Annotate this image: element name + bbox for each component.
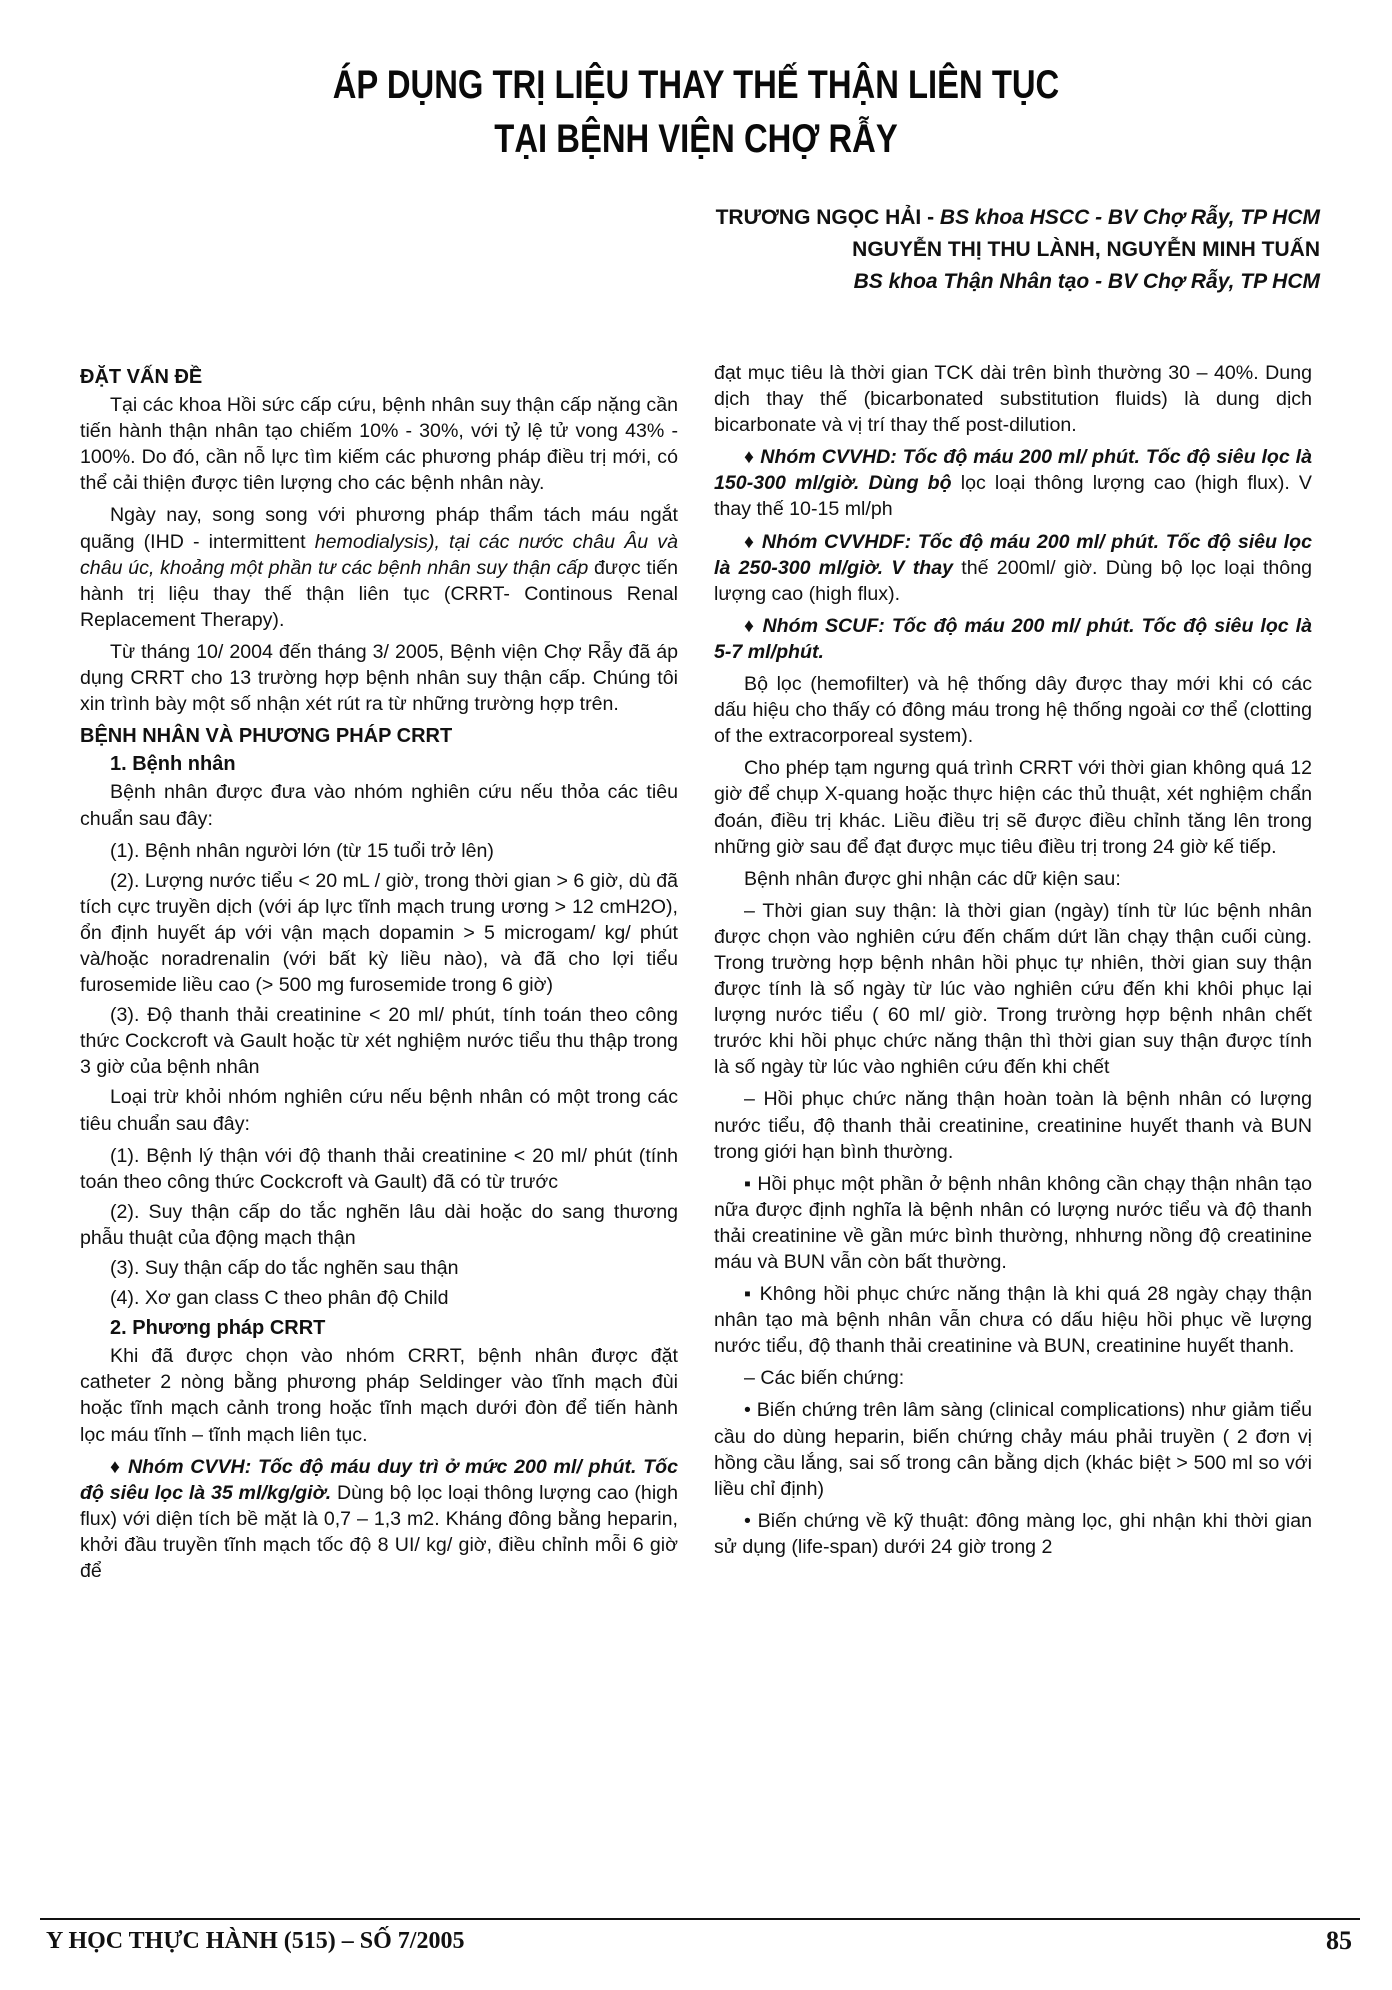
- subsection-heading-patients: 1. Bệnh nhân: [110, 753, 236, 776]
- paragraph: [80, 502, 678, 632]
- dash-item: – Thời gian suy thận: là thời gian (ngày) tính từ lúc bệnh nhân được chọn vào nghiên cứu đến chấm dứt lần chạy thận cuối cùng. Trong trường hợp bệnh nhân hồi phục tự nhiên, thời gian suy thận được tính là số ngày từ lúc vào nghiên cứu đến khi khôi phục lại lượng nước tiểu ( 60 ml/ giờ. Trong trường hợp bệnh nhân chết trước khi hồi phục chức năng thận thì thời gian suy thận được tính là số ngày từ lúc vào nghiên cứu đến khi chết: [714, 899, 1312, 1079]
- bullet-item: ▪ Không hồi phục chức năng thận là khi quá 28 ngày chạy thận nhân tạo mà bệnh nhân vẫn chưa có dấu hiệu hồi phục về lượng nước tiểu, độ thanh thải creatinine và BUN, creatinine huyết thanh.: [714, 1283, 1312, 1358]
- left-column: [80, 360, 678, 1890]
- paragraph: Bệnh nhân được đưa vào nhóm nghiên cứu nếu thỏa các tiêu chuẩn sau đây:: [80, 781, 678, 830]
- exclusion-item: (4). Xơ gan class C theo phân độ Child: [110, 1287, 449, 1310]
- paragraph: Từ tháng 10/ 2004 đến tháng 3/ 2005, Bệnh viện Chợ Rẫy đã áp dụng CRRT cho 13 trường hợp bệnh nhân suy thận cấp. Chúng tôi xin trình bày một số nhận xét rút ra từ những trường hợp trên.: [80, 640, 678, 716]
- inclusion-item: (1). Bệnh nhân người lớn (từ 15 tuổi trở lên): [110, 839, 494, 862]
- paragraph: Loại trừ khỏi nhóm nghiên cứu nếu bệnh nhân có một trong các tiêu chuẩn sau đây:: [80, 1086, 678, 1135]
- author-line-1: [420, 202, 1320, 234]
- paragraph: Khi đã được chọn vào nhóm CRRT, bệnh nhân được đặt catheter 2 nòng bằng phương pháp Seldinger vào tĩnh mạch đùi hoặc tĩnh mạch cảnh trong hoặc tĩnh mạch dưới đòn để tiến hành lọc máu tĩnh – tĩnh mạch liên tục.: [80, 1345, 678, 1446]
- section-heading-methods: BỆNH NHÂN VÀ PHƯƠNG PHÁP CRRT: [80, 725, 453, 748]
- bullet-item: • Biến chứng về kỹ thuật: đông màng lọc, ghi nhận khi thời gian sử dụng (life-span) dưới 24 giờ trong 2: [714, 1509, 1312, 1558]
- subsection-heading-crrt: 2. Phương pháp CRRT: [110, 1317, 326, 1340]
- bold-italic-span: ♦ Nhóm CVVH: Tốc độ máu duy trì ở mức 200 ml/ phút. Tốc độ siêu lọc là 35 ml/kg/giờ.: [80, 1455, 678, 1504]
- title-line-2: TẠI BỆNH VIỆN CHỢ RẪY: [494, 117, 898, 161]
- footer-rule: [40, 1918, 1360, 1920]
- paragraph: Bệnh nhân được ghi nhận các dữ kiện sau:: [744, 867, 1121, 890]
- author-name-1: TRƯƠNG NGỌC HẢI -: [715, 206, 940, 229]
- title-line-1: ÁP DỤNG TRỊ LIỆU THAY THẾ THẬN LIÊN TỤC: [332, 63, 1060, 107]
- author-line-2: NGUYỄN THỊ THU LÀNH, NGUYỄN MINH TUẤN: [852, 238, 1320, 261]
- bold-italic-span: ♦ Nhóm SCUF: Tốc độ máu 200 ml/ phút. Tốc độ siêu lọc là 5-7 ml/phút.: [714, 614, 1312, 663]
- author-affiliation-2: BS khoa Thận Nhân tạo - BV Chợ Rẫy, TP HCM: [853, 270, 1320, 293]
- inclusion-item: (2). Lượng nước tiểu < 20 mL / giờ, trong thời gian > 6 giờ, dù đã tích cực truyền dịch (với áp lực tĩnh mạch trung ương > 12 cmH2O), ổn định huyết áp với vận mạch dopamin > 5 microgam/ kg/ phút và/hoặc noradrenalin (với bất kỳ liều nào), và đã cho lợi tiểu furosemide liều cao (> 500 mg furosemide trong 6 giờ): [80, 869, 678, 997]
- paragraph: đạt mục tiêu là thời gian TCK dài trên bình thường 30 – 40%. Dung dịch thay thế (bicarbonated substitution fluids) là dung dịch bicarbonate và vị trí thay thế post-dilution.: [714, 362, 1312, 437]
- group-cvvhdf: [714, 529, 1312, 607]
- exclusion-item: (3). Suy thận cấp do tắc nghẽn sau thận: [110, 1257, 459, 1279]
- text-span: thế 200ml/ giờ. Dùng bộ lọc loại thông lượng cao (high flux).: [714, 556, 1312, 605]
- exclusion-item: (1). Bệnh lý thận với độ thanh thải creatinine < 20 ml/ phút (tính toán theo công thức Cockcroft và Gault) đã có từ trước: [80, 1144, 678, 1193]
- right-column: [714, 360, 1312, 1890]
- dash-item: – Các biến chứng:: [744, 1367, 905, 1390]
- group-scuf: [714, 613, 1312, 665]
- section-heading-intro: ĐẶT VẤN ĐỀ: [80, 366, 203, 388]
- paragraph: Tại các khoa Hồi sức cấp cứu, bệnh nhân suy thận cấp nặng cần tiến hành thận nhân tạo chiếm 10% - 30%, với tỷ lệ tử vong 43% - 100%. Do đó, cần nỗ lực tìm kiếm các phương pháp điều trị mới, có thể cải thiện được tiên lượng cho các bệnh nhân này.: [80, 394, 678, 495]
- journal-footer: Y HỌC THỰC HÀNH (515) – SỐ 7/2005: [46, 1928, 465, 1954]
- dash-item: – Hồi phục chức năng thận hoàn toàn là bệnh nhân có lượng nước tiểu, độ thanh thải creatinine, creatinine huyết thanh và BUN trong giới hạn bình thường.: [714, 1088, 1312, 1163]
- inclusion-item: (3). Độ thanh thải creatinine < 20 ml/ phút, tính toán theo công thức Cockcroft và Gault hoặc từ xét nghiệm nước tiểu thu thập trong 3 giờ của bệnh nhân: [80, 1004, 678, 1079]
- bold-italic-span: ♦ Nhóm CVVHDF: Tốc độ máu 200 ml/ phút. Tốc độ siêu lọc là 250-300 ml/giờ. V thay: [714, 530, 1312, 579]
- bold-italic-span: ♦ Nhóm CVVHD: Tốc độ máu 200 ml/ phút. Tốc độ siêu lọc là 150-300 ml/giờ. Dùng bộ: [714, 446, 1312, 495]
- group-cvvh: [80, 1454, 678, 1584]
- paragraph: Bộ lọc (hemofilter) và hệ thống dây được thay mới khi có các dấu hiệu cho thấy có đông máu trong hệ thống ngoài cơ thể (clotting of the extracorporeal system).: [714, 673, 1312, 748]
- exclusion-item: (2). Suy thận cấp do tắc nghẽn lâu dài hoặc do sang thương phẫu thuật của động mạch thận: [80, 1200, 678, 1249]
- text-span: Ngày nay, song song với phương pháp thẩm tách máu ngắt quãng (IHD - intermittent: [80, 504, 678, 553]
- text-span: lọc loại thông lượng cao (high flux). V thay thế 10-15 ml/ph: [714, 472, 1312, 521]
- page-number: 85: [1326, 1926, 1352, 1955]
- author-affiliation-1: BS khoa HSCC - BV Chợ Rẫy, TP HCM: [939, 206, 1320, 229]
- paragraph: Cho phép tạm ngưng quá trình CRRT với thời gian không quá 12 giờ để chụp X-quang hoặc thực hiện các thủ thuật, xét nghiệm chẩn đoán, điều trị khác. Liều điều trị sẽ được điều chỉnh tăng lên trong những giờ sau để đạt được mục tiêu điều trị trong 24 giờ kế tiếp.: [714, 757, 1312, 858]
- italic-span: hemodialysis), tại các nước châu Âu và châu úc, khoảng một phần tư các bệnh nhân suy thận cấp: [80, 530, 678, 579]
- text-span: Dùng bộ lọc loại thông lượng cao (high flux) với diện tích bề mặt là 0,7 – 1,3 m2. Kháng đông bằng heparin, khởi đầu truyền tĩnh mạch tốc độ 8 UI/ kg/ giờ, điều chỉnh mỗi 6 giờ để: [80, 1481, 678, 1583]
- bullet-item: ▪ Hồi phục một phần ở bệnh nhân không cần chạy thận nhân tạo nữa được định nghĩa là bệnh nhân có lượng nước tiểu và độ thanh thải creatinine về gần mức bình thường, nhhưng nồng độ creatinine máu và BUN vẫn còn bất thường.: [714, 1172, 1312, 1273]
- bullet-item: • Biến chứng trên lâm sàng (clinical complications) như giảm tiểu cầu do dùng heparin, biến chứng chảy máu phải truyền ( 2 đơn vị hồng cầu lắng, sai số trong cân bằng dịch (khác biệt > 500 ml so với liều chỉ định): [714, 1399, 1312, 1500]
- group-cvvhd: [714, 444, 1312, 522]
- author-block: [420, 202, 1320, 298]
- article-title: [125, 58, 1266, 166]
- text-span: được tiến hành trị liệu thay thế thận liên tục (CRRT- Continous Renal Replacement Therapy).: [80, 556, 678, 631]
